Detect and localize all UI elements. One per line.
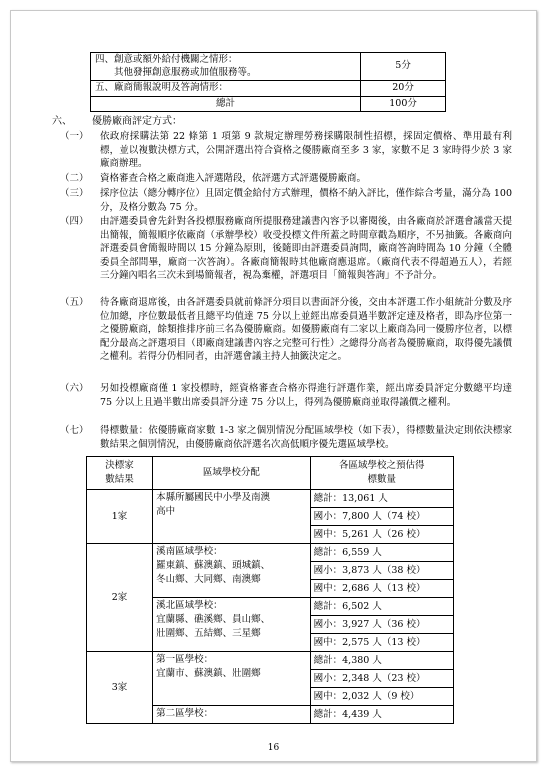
count-total: 總計：6,559 人 [311, 544, 453, 562]
school-cell [153, 652, 311, 706]
school-line: 壯圍鄉、五結鄉、三星鄉 [156, 628, 261, 639]
section-number: 六、 [52, 116, 72, 127]
result-cell: 1家 [87, 490, 153, 544]
table-row [91, 81, 446, 97]
paragraph-number: （三） [60, 188, 89, 199]
paragraph-number: （七） [60, 425, 89, 436]
column-header-result: 決標家數結果 [87, 457, 153, 490]
count-elementary: 國小：3,927 人（36 校） [311, 616, 453, 634]
school-line: 溪南區域學校： [156, 546, 223, 557]
count-junior-high: 國中：5,261 人（26 校） [313, 529, 426, 540]
school-line: 第一區學校： [156, 654, 214, 665]
paragraph-text: 依政府採購法第 22 條第 1 項第 9 款規定辦理勞務採購限制性招標，採固定價格、準用最有利標，並以複數決標方式，公開評選出符合資格之優勝廠商至多 3 家，家數不足 3 家時得少於 3 家廠商辦理。 [100, 131, 512, 169]
count-cell [310, 598, 453, 652]
label-line: 四、創意或額外給付機關之情形： [95, 54, 238, 65]
table-row [91, 53, 446, 81]
school-line: 宜蘭市、蘇澳鎮、壯圍鄉 [156, 668, 261, 679]
paragraph-text: 採序位法（總分轉序位）且固定價金給付方式辦理，價格不納入評比，僅作綜合考量，滿分為 100 分，及格分數為 75 分。 [100, 188, 512, 213]
paragraph [60, 296, 512, 364]
result-cell: 3家 [87, 652, 153, 724]
total-label: 總計 [91, 96, 361, 112]
school-line: 高中 [156, 506, 176, 517]
school-line: 羅東鎮、蘇澳鎮、頭城鎮、 [156, 560, 271, 571]
section-heading [52, 115, 182, 129]
page-number: 16 [267, 743, 280, 753]
count-cell [310, 544, 453, 598]
paragraph [60, 130, 512, 171]
school-cell [153, 706, 311, 724]
paragraph-number: （六） [60, 383, 89, 394]
paragraph-text: 另如投標廠商僅 1 家投標時，經資格審查合格亦得進行評選作業，經出席委員評定分數總平均達 75 分以上且過半數出席委員評分達 75 分以上，得列為優勝廠商並取得議價之權利。 [100, 383, 512, 408]
paragraph-text: 由評選委員會先針對各投標服務廠商所提服務建議書內容予以審閱後，由各廠商於評選會議當天提出簡報，簡報順序依廠商（承辦學校）收受投標文件所蓋之時間章戳為順序，不另抽籤。各廠商向評選委員會簡報時間以 15 分鐘為原則，後隨即由評選委員詢問，廠商答詢時間為 10 分鐘（全體委員全部問畢，廠商一次答詢）。各廠商簡報時其他廠商應退席。（廠商代表不得超過五人），若經三分鐘內唱名三次未到場簡報者，視為棄權，評選項目「簡報與答詢」不予計分。 [100, 216, 512, 281]
count-junior-high: 國中：2,575 人（13 校） [313, 637, 426, 648]
allocation-table [86, 456, 454, 724]
label-line: 其他發揮創意服務或加值服務等。 [95, 66, 257, 78]
table-row [91, 96, 446, 112]
count-elementary: 國小：7,800 人（74 校） [311, 508, 453, 526]
count-cell [310, 652, 453, 706]
paragraph-text: 資格審查合格之廠商進入評選階段，依評選方式評選優勝廠商。 [100, 173, 367, 184]
count-elementary: 國小：2,348 人（23 校） [311, 670, 453, 688]
table-row [87, 544, 454, 598]
school-line: 第二區學校： [156, 708, 214, 719]
school-line: 溪北區域學校： [156, 600, 223, 611]
count-cell [310, 706, 453, 724]
count-elementary: 國小：3,873 人（38 校） [311, 562, 453, 580]
paragraph-number: （一） [60, 131, 89, 142]
school-cell [153, 544, 311, 598]
paragraph-text: 待各廠商退席後，由各評選委員就前條評分項目以書面評分後，交由本評選工作小組統計分數及序位加總，序位數最低者且總平均值達 75 分以上並經出席委員過半數評定達及格者，即為序位第一之優勝廠商，餘類推排序前三名為優勝廠商。如優勝廠商有二家以上廠商為同一優勝序位者，以標配分最高之評選項目（即廠商建議書內容之完整可行性）之總得分高者為優勝廠商，取得優先議價之權利。若得分仍相同者，由評選會議主持人抽籤決定之。 [100, 297, 512, 362]
count-junior-high: 國中：2,032 人（9 校） [313, 691, 420, 702]
school-cell [153, 490, 311, 544]
count-total: 總計：4,380 人 [311, 652, 453, 670]
school-line: 本縣所屬國民中小學及南澳 [156, 492, 271, 503]
column-header-estimate: 各區域學校之預估得標數量 [310, 457, 453, 490]
total-score: 100分 [361, 96, 446, 112]
paragraph-text: 得標數量：依優勝廠商家數 1-3 家之個別情況分配區域學校（如下表），得標數量決定則依決標家數結果之個別情況，由優勝廠商依評選名次高低順序優先選區域學校。 [100, 425, 512, 450]
count-cell [310, 490, 453, 544]
paragraph-number: （二） [60, 173, 89, 184]
school-line: 宜蘭縣、礁溪鄉、員山鄉、 [156, 614, 271, 625]
score-value: 20分 [361, 81, 446, 97]
table-header-row [87, 457, 454, 490]
paragraph [60, 382, 512, 409]
count-total: 總計：6,502 人 [311, 598, 453, 616]
score-table [90, 52, 446, 112]
result-cell: 2家 [87, 544, 153, 652]
table-row [87, 490, 454, 544]
paragraph [60, 215, 512, 283]
table-row [87, 652, 454, 706]
school-line: 冬山鄉、大同鄉、南澳鄉 [156, 574, 261, 585]
section-title: 優勝廠商評定方式： [92, 116, 182, 127]
count-junior-high: 國中：2,686 人（13 校） [313, 583, 426, 594]
count-total: 總計：4,439 人 [313, 709, 382, 720]
count-total: 總計：13,061 人 [311, 490, 453, 508]
score-item-label: 五、廠商簡報說明及答詢情形： [91, 81, 361, 97]
paragraph [60, 172, 512, 186]
column-header-schools: 區域學校分配 [153, 457, 311, 490]
paragraph [60, 187, 512, 214]
score-item-label [91, 53, 361, 81]
school-cell [153, 598, 311, 652]
paragraph-number: （五） [60, 297, 89, 308]
paragraph-number: （四） [60, 216, 89, 227]
score-value: 5分 [361, 53, 446, 81]
paragraph [60, 424, 512, 451]
